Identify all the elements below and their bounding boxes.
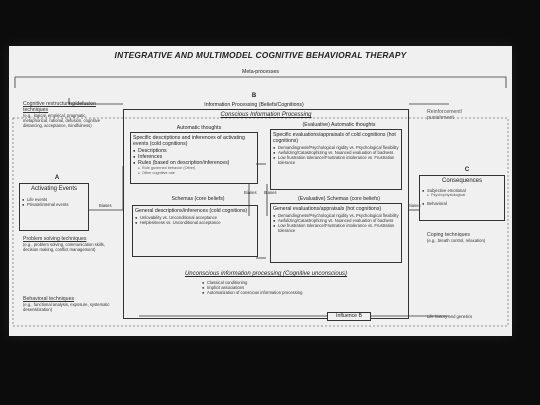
behavioral-techniques-note: Behavioral techniques (e.g., functional analysis, exposure, systematic desensitization) [23, 296, 110, 312]
activating-events-box: Activating Events ● Life events ● Private/internal events [19, 183, 89, 231]
conscious-processing-title: Conscious Information Processing [220, 112, 312, 118]
coping-note: Coping techniques (e.g., breath control, relaxation) [427, 232, 486, 243]
diagram-title: INTEGRATIVE AND MULTIMODEL COGNITIVE BEHAVIORAL THERAPY [114, 50, 407, 60]
automatic-thoughts-box: Specific descriptions and inferences of activating events (cold cognitions) ● Descriptions ● Inferences ● Rules (based on description/inferences) ● Rule governed behavior (Other) ● Other cognitive rule [130, 132, 258, 184]
schemas-header: Schemas (core beliefs) [171, 196, 225, 202]
meta-processes-label: Meta-processes [242, 69, 279, 75]
slide [9, 46, 512, 336]
biases-label-right: Biases [408, 203, 421, 208]
consequences-box: Consequences ● Subjective emotional ● Psychophysiological ● Behavioral [419, 175, 505, 221]
life-history-label: Life history and genetics [427, 314, 473, 319]
automatic-thoughts-header: Automatic thoughts [176, 125, 222, 131]
biases-label-top-right: Biases [264, 190, 277, 195]
cognitive-restructuring-note: Cognitive restructuring/defusion techniques (e.g., logical, empirical, pragmatic, metaphorical, rational, defusion, cognitive distancing, acceptance, mindfulness) [23, 101, 101, 128]
influence-b-box: Influence B [327, 312, 371, 321]
section-b-label: Information Processing (Beliefs/Cognitions) [204, 102, 304, 108]
problem-solving-note: Problem solving techniques (e.g., problem solving, communication skills, decision making, conflict management) [23, 236, 105, 252]
section-a-letter: A [54, 175, 60, 181]
schemas-box: General descriptions/inferences (cold cognitions) ● Unlovability vs. Unconditional acceptance ● Helplessness vs. Unconditional acceptance [132, 205, 258, 257]
evaluative-schemas-box: General evaluations/appraisals (hot cognitions) ● Demandingness/Psychological rigidity vs. Psychological flexibility ● Awfulizing/Catastrophizing vs. Nuanced evaluation of badness ● Low frustration tolerance/Frustration intolerance vs. Frustration tolerance [270, 203, 402, 263]
evaluative-automatic-box: Specific evaluations/appraisals of cold cognitions (hot cognitions) ● Demandingness/Psychological rigidity vs. Psychological flexibility ● Awfulizing/Catastrophizing vs. Nuanced evaluation of badness ● Low frustration tolerance/Frustration intolerance vs. Frustration tolerance [270, 129, 402, 190]
section-c-letter: C [464, 167, 470, 173]
unconscious-processing-title: Unconscious information processing (Cognitive unconscious) [184, 271, 348, 277]
evaluative-automatic-header: (Evaluative) Automatic thoughts [302, 122, 376, 128]
evaluative-schemas-header: (Evaluative) Schemas (core beliefs) [298, 196, 380, 202]
section-b-letter: B [251, 93, 257, 99]
unconscious-list: ● Classical conditioning ● Implicit associations ● Automatization of conscious information processing [202, 280, 382, 295]
information-processing-box [123, 109, 409, 319]
reinforcement-label: Reinforcement/ punishment [427, 109, 463, 121]
biases-label-left: Biases [99, 203, 112, 208]
biases-label-top: Biases [244, 190, 257, 195]
